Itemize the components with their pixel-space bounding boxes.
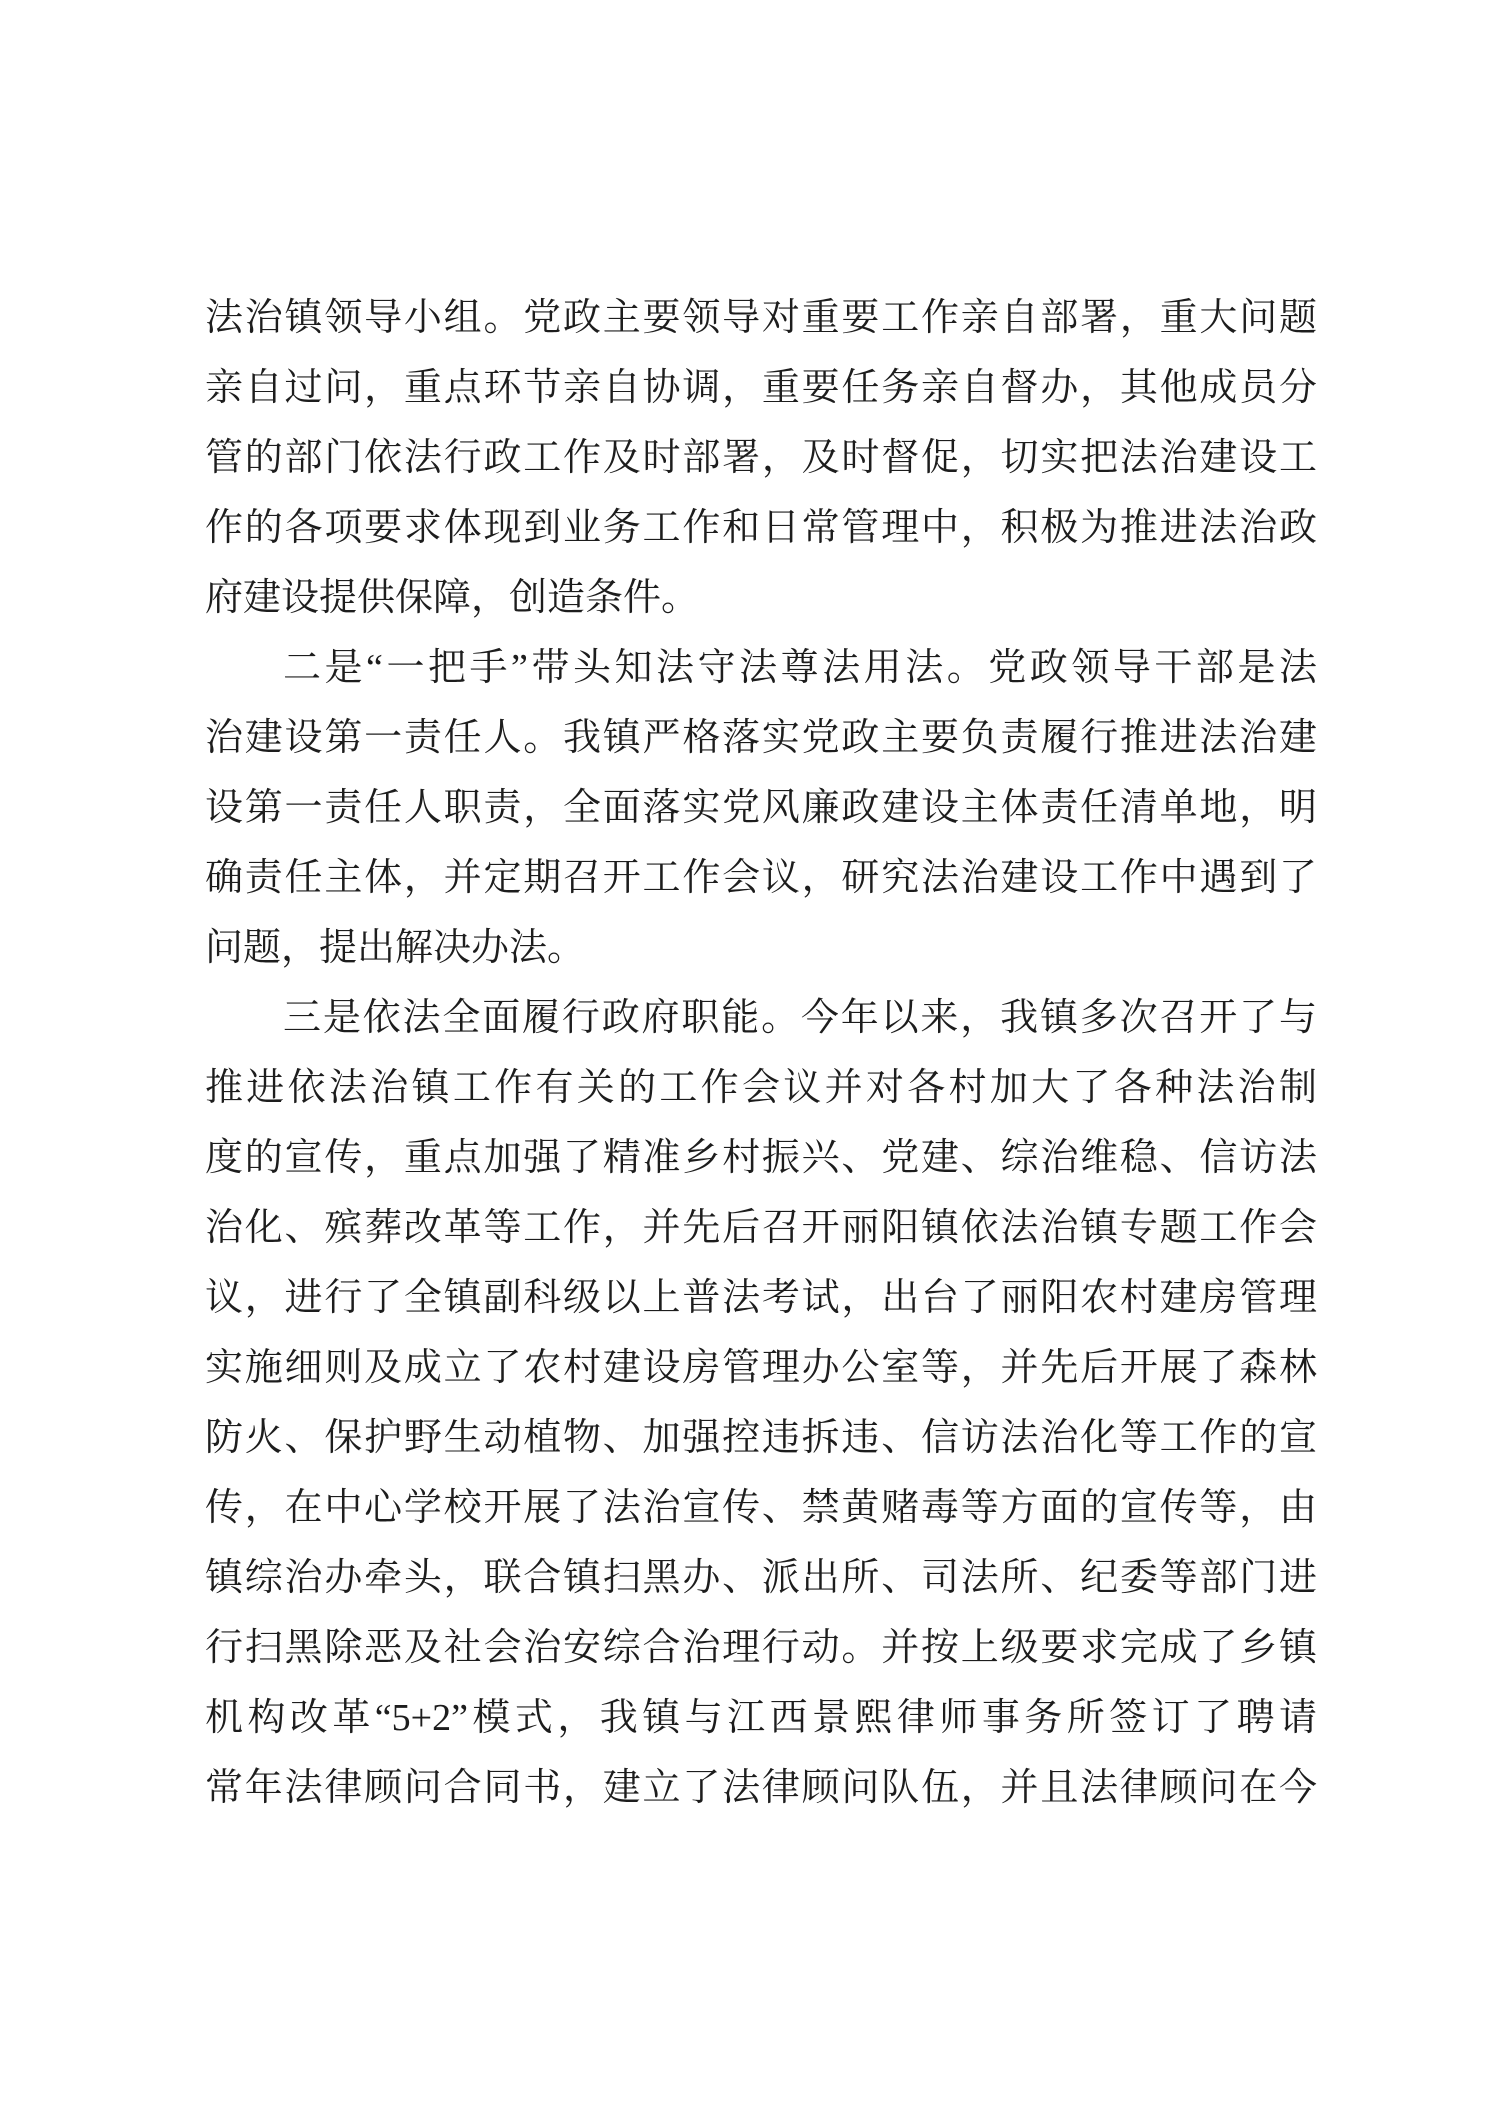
paragraph-2 xyxy=(205,633,1317,983)
text-line: 法治镇领导小组。党政主要领导对重要工作亲自部署，重大问题 xyxy=(205,297,1317,339)
text-line: 实施细则及成立了农村建设房管理办公室等，并先后开展了森林 xyxy=(205,1347,1317,1389)
text-line: 治建设第一责任人。我镇严格落实党政主要负责履行推进法治建 xyxy=(205,717,1317,759)
text-line: 管的部门依法行政工作及时部署，及时督促，切实把法治建设工 xyxy=(205,437,1317,479)
text-line: 防火、保护野生动植物、加强控违拆违、信访法治化等工作的宣 xyxy=(205,1417,1317,1459)
text-line: 行扫黑除恶及社会治安综合治理行动。并按上级要求完成了乡镇 xyxy=(205,1627,1317,1669)
document-body xyxy=(205,283,1317,1823)
paragraph-3 xyxy=(205,983,1317,1823)
text-line: 亲自过问，重点环节亲自协调，重要任务亲自督办，其他成员分 xyxy=(205,367,1317,409)
text-line: 常年法律顾问合同书，建立了法律顾问队伍，并且法律顾问在今 xyxy=(205,1767,1317,1809)
text-line: 机构改革“5+2”模式，我镇与江西景熙律师事务所签订了聘请 xyxy=(205,1697,1317,1739)
text-line: 度的宣传，重点加强了精准乡村振兴、党建、综治维稳、信访法 xyxy=(205,1137,1317,1179)
text-line: 推进依法治镇工作有关的工作会议并对各村加大了各种法治制 xyxy=(205,1067,1317,1109)
text-line: 府建设提供保障，创造条件。 xyxy=(205,577,700,619)
text-line: 传，在中心学校开展了法治宣传、禁黄赌毒等方面的宣传等，由 xyxy=(205,1487,1317,1529)
paragraph-1 xyxy=(205,283,1317,633)
text-line: 议，进行了全镇副科级以上普法考试，出台了丽阳农村建房管理 xyxy=(205,1277,1317,1319)
text-line: 治化、殡葬改革等工作，并先后召开丽阳镇依法治镇专题工作会 xyxy=(205,1207,1317,1249)
text-line: 作的各项要求体现到业务工作和日常管理中，积极为推进法治政 xyxy=(205,507,1317,549)
text-line: 三是依法全面履行政府职能。今年以来，我镇多次召开了与 xyxy=(283,997,1317,1039)
text-line: 二是“一把手”带头知法守法尊法用法。党政领导干部是法 xyxy=(283,647,1317,689)
text-line: 设第一责任人职责，全面落实党风廉政建设主体责任清单地，明 xyxy=(205,787,1317,829)
text-line: 确责任主体，并定期召开工作会议，研究法治建设工作中遇到了 xyxy=(205,857,1317,899)
text-line: 问题，提出解决办法。 xyxy=(205,927,586,969)
text-line: 镇综治办牵头，联合镇扫黑办、派出所、司法所、纪委等部门进 xyxy=(205,1557,1317,1599)
